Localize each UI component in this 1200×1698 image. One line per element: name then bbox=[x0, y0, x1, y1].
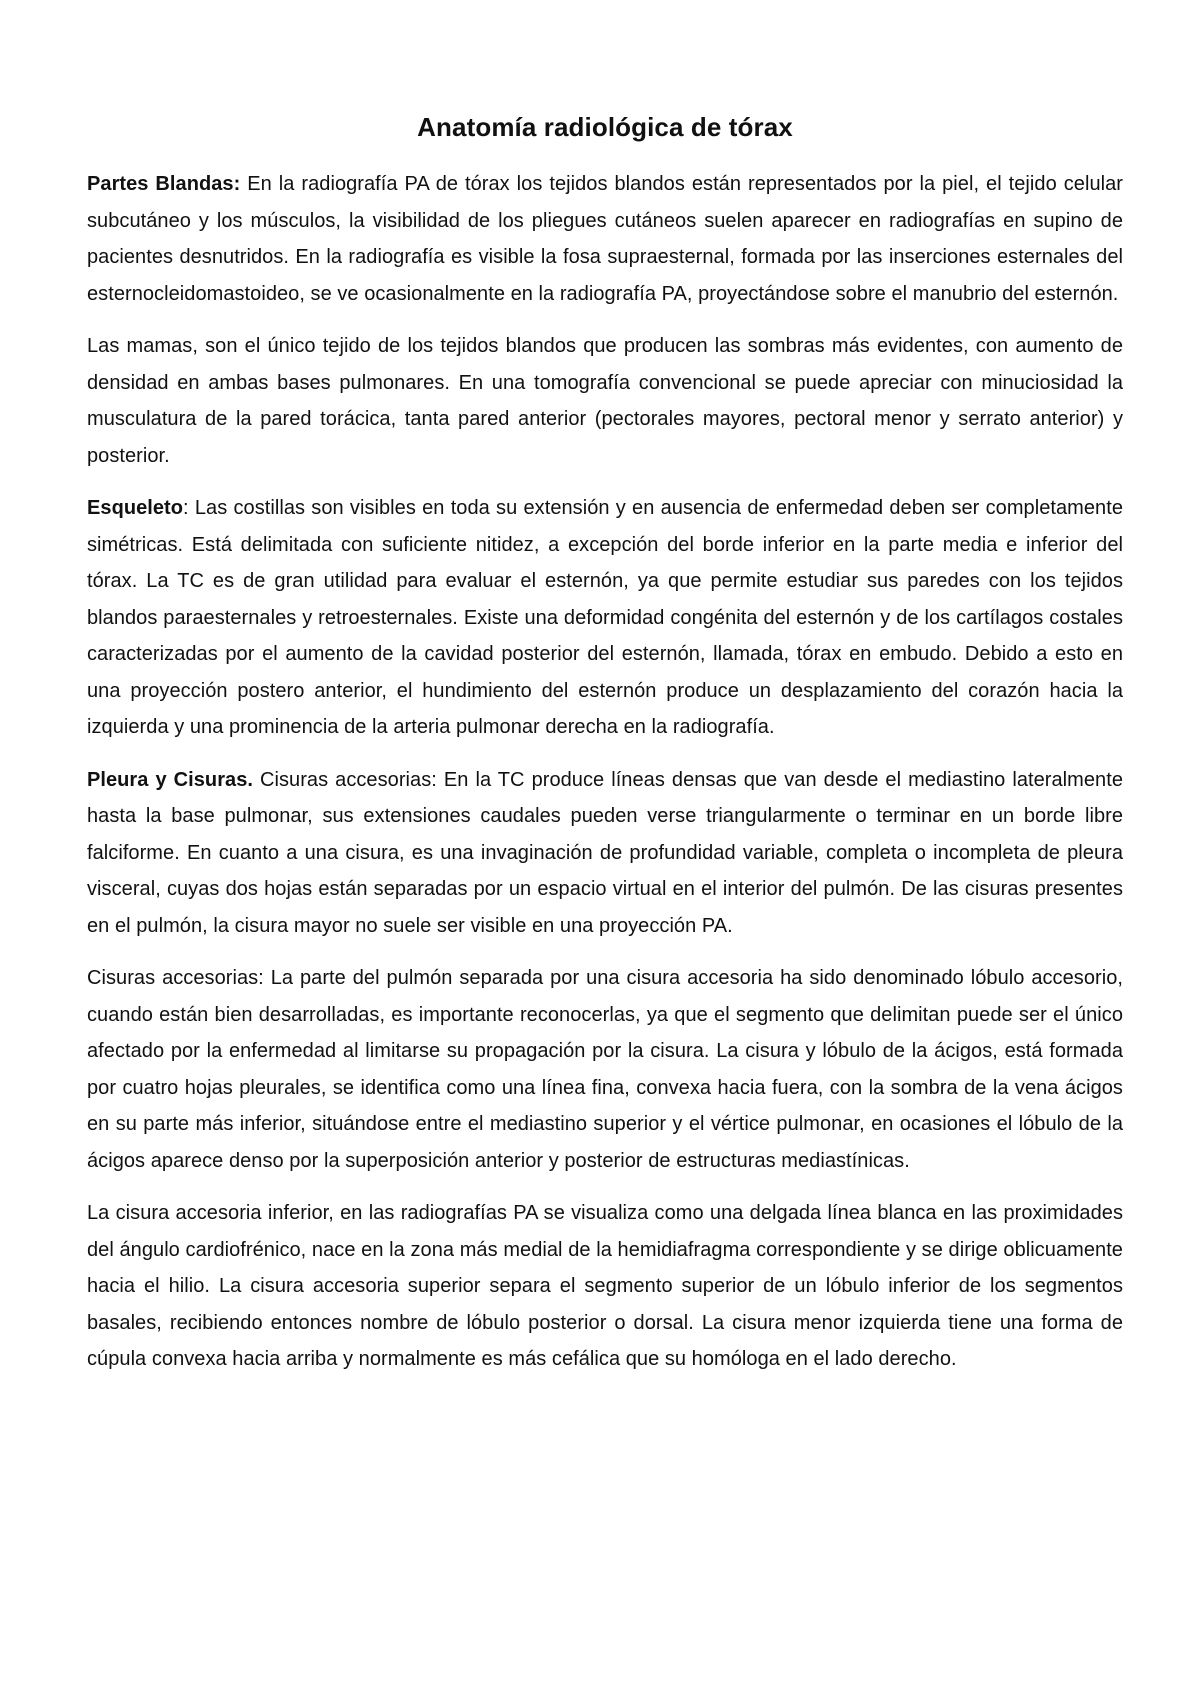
paragraph-lead: Partes Blandas: bbox=[87, 173, 241, 195]
paragraph-text: : Las costillas son visibles en toda su extensión y en ausencia de enfermedad deben ser completamente simétricas. Está delimitada con suficiente nitidez, a excepción del borde inferior en la parte media e inferior del tórax. La TC es de gran utilidad para evaluar el esternón, ya que permite estudiar sus paredes con los tejidos blandos paraesternales y retroesternales. Existe una deformidad congénita del esternón y de los cartílagos costales caracterizadas por el aumento de la cavidad posterior del esternón, llamada, tórax en embudo. Debido a esto en una proyección postero anterior, el hundimiento del esternón produce un desplazamiento del corazón hacia la izquierda y una prominencia de la arteria pulmonar derecha en la radiografía. bbox=[87, 497, 1123, 738]
paragraph-cisura-inferior bbox=[87, 1195, 1123, 1378]
paragraph-esqueleto bbox=[87, 490, 1123, 746]
paragraph-pleura-cisuras bbox=[87, 762, 1123, 945]
paragraph-text: Las mamas, son el único tejido de los tejidos blandos que producen las sombras más evidentes, con aumento de densidad en ambas bases pulmonares. En una tomografía convencional se puede apreciar con minuciosidad la musculatura de la pared torácica, tanta pared anterior (pectorales mayores, pectoral menor y serrato anterior) y posterior. bbox=[87, 335, 1123, 467]
document-title: Anatomía radiológica de tórax bbox=[417, 112, 793, 142]
paragraph-partes-blandas bbox=[87, 166, 1123, 312]
paragraph-text: Cisuras accesorias: La parte del pulmón separada por una cisura accesoria ha sido denominado lóbulo accesorio, cuando están bien desarrolladas, es importante reconocerlas, ya que el segmento que delimitan puede ser el único afectado por la enfermedad al limitarse su propagación por la cisura. La cisura y lóbulo de la ácigos, está formada por cuatro hojas pleurales, se identifica como una línea fina, convexa hacia fuera, con la sombra de la vena ácigos en su parte más inferior, situándose entre el mediastino superior y el vértice pulmonar, en ocasiones el lóbulo de la ácigos aparece denso por la superposición anterior y posterior de estructuras mediastínicas. bbox=[87, 967, 1123, 1172]
paragraph-mamas bbox=[87, 328, 1123, 474]
paragraph-text: La cisura accesoria inferior, en las radiografías PA se visualiza como una delgada línea blanca en las proximidades del ángulo cardiofrénico, nace en la zona más medial de la hemidiafragma correspondiente y se dirige oblicuamente hacia el hilio. La cisura accesoria superior separa el segmento superior de un lóbulo inferior de los segmentos basales, recibiendo entonces nombre de lóbulo posterior o dorsal. La cisura menor izquierda tiene una forma de cúpula convexa hacia arriba y normalmente es más cefálica que su homóloga en el lado derecho. bbox=[87, 1202, 1123, 1370]
paragraph-cisuras-accesorias bbox=[87, 960, 1123, 1179]
paragraph-text: En la radiografía PA de tórax los tejidos blandos están representados por la piel, el tejido celular subcutáneo y los músculos, la visibilidad de los pliegues cutáneos suelen aparecer en radiografías en supino de pacientes desnutridos. En la radiografía es visible la fosa supraesternal, formada por las inserciones esternales del esternocleidomastoideo, se ve ocasionalmente en la radiografía PA, proyectándose sobre el manubrio del esternón. bbox=[87, 173, 1123, 305]
paragraph-lead: Esqueleto bbox=[87, 497, 184, 519]
paragraph-text: Cisuras accesorias: En la TC produce líneas densas que van desde el mediastino lateralmente hasta la base pulmonar, sus extensiones caudales pueden verse triangularmente o terminar en un borde libre falciforme. En cuanto a una cisura, es una invaginación de profundidad variable, completa o incompleta de pleura visceral, cuyas dos hojas están separadas por un espacio virtual en el interior del pulmón. De las cisuras presentes en el pulmón, la cisura mayor no suele ser visible en una proyección PA. bbox=[87, 768, 1123, 937]
paragraph-lead: Pleura y Cisuras. bbox=[87, 768, 253, 791]
